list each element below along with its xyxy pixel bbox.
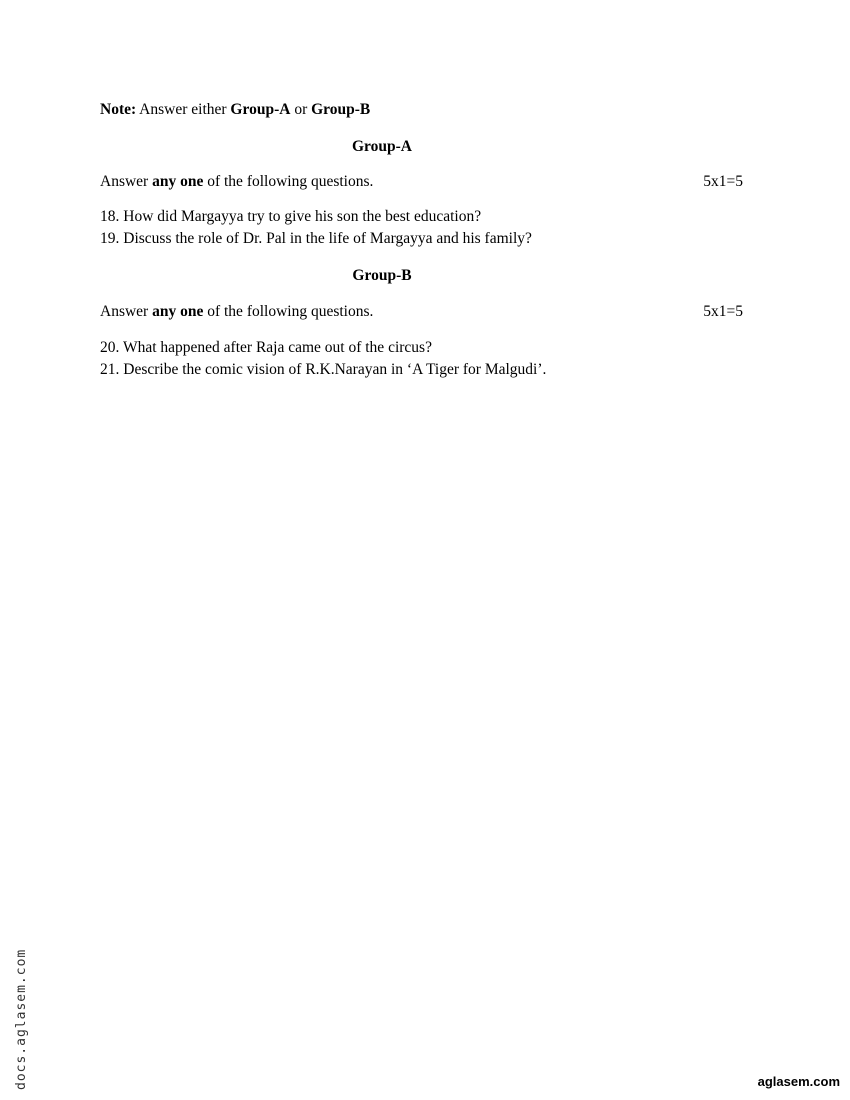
question-20: 20. What happened after Raja came out of the circus? [100, 339, 432, 356]
note-line [100, 101, 370, 119]
footer-brand: aglasem.com [757, 1074, 840, 1089]
group-a-marks: 5x1=5 [703, 173, 743, 190]
group-b-heading: Group-B [352, 267, 412, 284]
group-b-instruction-bold: any one [152, 303, 204, 320]
group-b-marks: 5x1=5 [703, 303, 743, 320]
group-a-instruction [100, 173, 373, 191]
note-group-b: Group-B [311, 101, 371, 118]
group-b-instruction-pre: Answer [100, 303, 153, 320]
group-b-instruction-post: of the following questions. [203, 303, 374, 320]
note-label: Note: [100, 101, 137, 118]
question-19: 19. Discuss the role of Dr. Pal in the life of Margayya and his family? [100, 230, 532, 247]
note-group-a: Group-A [230, 101, 291, 118]
group-a-instruction-bold: any one [152, 173, 204, 190]
note-text-1: Answer either [136, 101, 231, 118]
group-a-instruction-pre: Answer [100, 173, 153, 190]
group-a-instruction-post: of the following questions. [203, 173, 374, 190]
note-text-2: or [290, 101, 312, 118]
question-18: 18. How did Margayya try to give his son the best education? [100, 208, 482, 225]
question-21: 21. Describe the comic vision of R.K.Narayan in ‘A Tiger for Malgudi’. [100, 361, 547, 378]
group-b-instruction [100, 303, 373, 321]
side-watermark: docs.aglasem.com [14, 948, 29, 1090]
group-a-heading: Group-A [351, 138, 412, 155]
